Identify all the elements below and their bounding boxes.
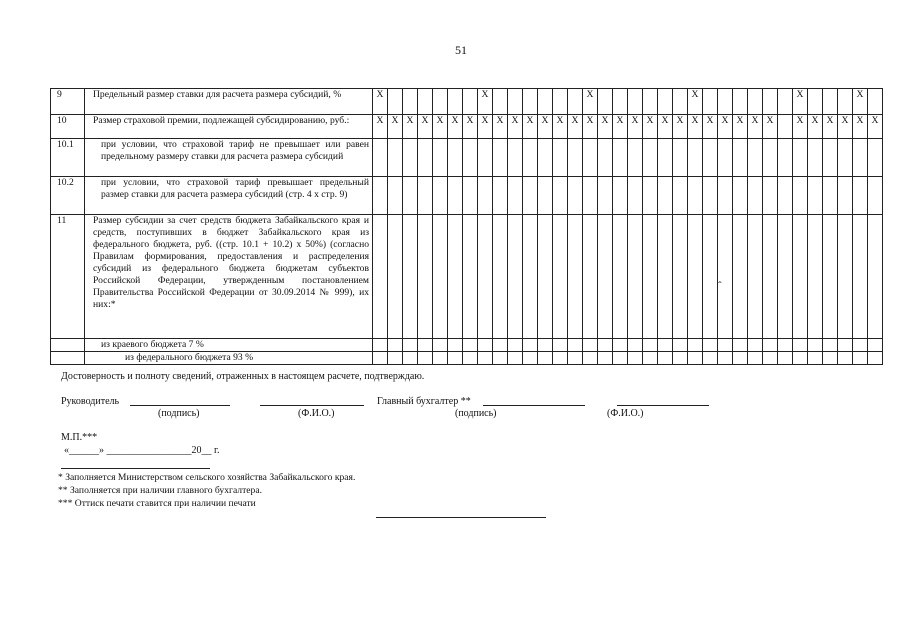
head-fio-line: [260, 405, 364, 406]
value-cell: [853, 339, 868, 352]
value-cell: [718, 89, 733, 115]
value-cell: [868, 139, 883, 177]
value-cell: [508, 339, 523, 352]
value-cell: [703, 139, 718, 177]
value-cell: [388, 215, 403, 339]
row-number: 10.1: [51, 139, 85, 177]
value-cell: [628, 177, 643, 215]
value-cell: [418, 139, 433, 177]
value-cell: [703, 352, 718, 365]
value-cell: [628, 139, 643, 177]
row-description: при условии, что страховой тариф не превышает или равен предельному размеру ставки для расчета размера субсидий: [85, 139, 373, 177]
value-cell: [853, 215, 868, 339]
head-fio-caption: (Ф.И.О.): [298, 408, 335, 419]
value-cell: [583, 339, 598, 352]
value-cell: [733, 139, 748, 177]
value-cell: [523, 89, 538, 115]
value-cell: [478, 352, 493, 365]
value-cell: Х: [448, 115, 463, 139]
value-cell: [643, 177, 658, 215]
value-cell: [523, 139, 538, 177]
table-row: [51, 115, 883, 139]
value-cell: [733, 339, 748, 352]
bottom-line: [376, 517, 546, 518]
value-cell: [688, 139, 703, 177]
value-cell: Х: [868, 115, 883, 139]
value-cell: Х: [568, 115, 583, 139]
value-cell: [373, 177, 388, 215]
value-cell: Х: [463, 115, 478, 139]
value-cell: [433, 89, 448, 115]
value-cell: [433, 139, 448, 177]
value-cell: [793, 339, 808, 352]
table-row: [51, 89, 883, 115]
date-line: «______» _________________20__ г.: [64, 445, 220, 456]
value-cell: [703, 177, 718, 215]
value-cell: [673, 339, 688, 352]
value-cell: [838, 352, 853, 365]
value-cell: Х: [388, 115, 403, 139]
value-cell: Х: [853, 115, 868, 139]
value-cell: [823, 352, 838, 365]
value-cell: [493, 352, 508, 365]
footnote-3: *** Оттиск печати ставится при наличии печати: [58, 498, 256, 509]
value-cell: [778, 177, 793, 215]
value-cell: [598, 352, 613, 365]
value-cell: [823, 89, 838, 115]
value-cell: [718, 177, 733, 215]
value-cell: [718, 352, 733, 365]
value-cell: [628, 89, 643, 115]
value-cell: Х: [583, 115, 598, 139]
row-description: из федерального бюджета 93 %: [85, 352, 373, 365]
value-cell: [688, 215, 703, 339]
value-cell: [748, 215, 763, 339]
value-cell: [448, 89, 463, 115]
value-cell: [778, 89, 793, 115]
value-cell: Х: [478, 89, 493, 115]
accountant-sign-caption: (подпись): [455, 408, 497, 419]
head-label: Руководитель: [61, 396, 120, 407]
value-cell: [868, 352, 883, 365]
value-cell: [688, 177, 703, 215]
value-cell: [373, 339, 388, 352]
footnote-2: ** Заполняется при наличии главного бухгалтера.: [58, 485, 262, 496]
value-cell: [388, 339, 403, 352]
value-cell: [403, 352, 418, 365]
value-cell: [808, 352, 823, 365]
value-cell: [508, 352, 523, 365]
value-cell: [643, 215, 658, 339]
value-cell: Х: [583, 89, 598, 115]
value-cell: [433, 352, 448, 365]
value-cell: [463, 352, 478, 365]
value-cell: [688, 352, 703, 365]
value-cell: [448, 339, 463, 352]
value-cell: [838, 89, 853, 115]
value-cell: [403, 339, 418, 352]
value-cell: Х: [793, 115, 808, 139]
value-cell: [493, 339, 508, 352]
value-cell: [553, 215, 568, 339]
value-cell: [673, 352, 688, 365]
value-cell: [388, 89, 403, 115]
value-cell: Х: [478, 115, 493, 139]
value-cell: [718, 339, 733, 352]
value-cell: [598, 177, 613, 215]
value-cell: [808, 215, 823, 339]
value-cell: [403, 89, 418, 115]
value-cell: [808, 177, 823, 215]
row-description: Размер субсидии за счет средств бюджета Забайкальского края и средств, поступивших в бюджет Забайкальского края из федерального бюджета, руб. ((стр. 10.1 + 10.2) х 50%) (согласно Правилам формирования, предоставления и распределения субсидий из федерального бюджета бюджетам субъектов Российской Федерации, утвержденным постановлением Правительства Российской Федерации от 30.09.2014 № 999), их них:*: [85, 215, 373, 339]
value-cell: [418, 352, 433, 365]
value-cell: Х: [763, 115, 778, 139]
value-cell: [748, 339, 763, 352]
value-cell: Х: [733, 115, 748, 139]
value-cell: [538, 352, 553, 365]
value-cell: [613, 89, 628, 115]
value-cell: [583, 177, 598, 215]
value-cell: [733, 89, 748, 115]
value-cell: [568, 339, 583, 352]
row-number: [51, 352, 85, 365]
value-cell: [418, 339, 433, 352]
value-cell: [853, 139, 868, 177]
value-cell: [583, 139, 598, 177]
value-cell: [583, 352, 598, 365]
value-cell: Х: [628, 115, 643, 139]
confirmation-text: Достоверность и полноту сведений, отраженных в настоящем расчете, подтверждаю.: [61, 371, 425, 382]
value-cell: Х: [808, 115, 823, 139]
value-cell: [583, 215, 598, 339]
value-cell: [628, 352, 643, 365]
page-number: 51: [455, 43, 467, 57]
value-cell: Х: [688, 89, 703, 115]
accountant-label: Главный бухгалтер **: [377, 396, 471, 407]
value-cell: [673, 215, 688, 339]
value-cell: [508, 177, 523, 215]
table-row: [51, 139, 883, 177]
value-cell: [478, 339, 493, 352]
value-cell: [793, 139, 808, 177]
value-cell: [748, 139, 763, 177]
value-cell: [838, 339, 853, 352]
value-cell: [778, 139, 793, 177]
value-cell: [448, 177, 463, 215]
row-description: при условии, что страховой тариф превышает предельный размер ставки для расчета размера субсидий (стр. 4 х стр. 9): [85, 177, 373, 215]
value-cell: Х: [853, 89, 868, 115]
value-cell: [388, 177, 403, 215]
value-cell: [568, 177, 583, 215]
value-cell: [643, 139, 658, 177]
value-cell: [793, 352, 808, 365]
value-cell: Х: [373, 89, 388, 115]
value-cell: [748, 177, 763, 215]
value-cell: Х: [418, 115, 433, 139]
value-cell: [658, 89, 673, 115]
value-cell: [613, 177, 628, 215]
accountant-fio-caption: (Ф.И.О.): [607, 408, 644, 419]
value-cell: [553, 177, 568, 215]
value-cell: [373, 139, 388, 177]
calculation-table: [50, 88, 883, 365]
value-cell: [838, 177, 853, 215]
value-cell: [823, 177, 838, 215]
table-row: [51, 352, 883, 365]
value-cell: [778, 352, 793, 365]
footnote-separator: [61, 468, 210, 469]
value-cell: [808, 339, 823, 352]
value-cell: Х: [508, 115, 523, 139]
value-cell: [523, 215, 538, 339]
value-cell: [403, 215, 418, 339]
value-cell: [493, 89, 508, 115]
value-cell: [418, 89, 433, 115]
value-cell: [568, 139, 583, 177]
value-cell: [448, 215, 463, 339]
row-number: 10: [51, 115, 85, 139]
value-cell: Х: [523, 115, 538, 139]
value-cell: [478, 177, 493, 215]
value-cell: [658, 352, 673, 365]
value-cell: [733, 352, 748, 365]
value-cell: Х: [433, 115, 448, 139]
value-cell: [433, 339, 448, 352]
value-cell: [868, 339, 883, 352]
value-cell: Х: [553, 115, 568, 139]
value-cell: [838, 139, 853, 177]
value-cell: [763, 215, 778, 339]
value-cell: [613, 215, 628, 339]
value-cell: [643, 352, 658, 365]
value-cell: [703, 339, 718, 352]
value-cell: [463, 339, 478, 352]
value-cell: [598, 339, 613, 352]
value-cell: Х: [688, 115, 703, 139]
value-cell: [733, 215, 748, 339]
value-cell: [538, 177, 553, 215]
table-row: [51, 215, 883, 339]
value-cell: [868, 215, 883, 339]
value-cell: Х: [793, 89, 808, 115]
value-cell: [478, 215, 493, 339]
value-cell: Х: [658, 115, 673, 139]
row-number: [51, 339, 85, 352]
value-cell: [778, 215, 793, 339]
value-cell: Х: [403, 115, 418, 139]
value-cell: [373, 215, 388, 339]
value-cell: [523, 177, 538, 215]
value-cell: [598, 215, 613, 339]
value-cell: Х: [493, 115, 508, 139]
accountant-fio-line: [617, 405, 709, 406]
value-cell: [403, 177, 418, 215]
value-cell: [853, 352, 868, 365]
stamp-label: М.П.***: [61, 432, 98, 443]
value-cell: Х: [598, 115, 613, 139]
head-sign-caption: (подпись): [158, 408, 200, 419]
value-cell: [493, 139, 508, 177]
value-cell: [703, 89, 718, 115]
row-description: из краевого бюджета 7 %: [85, 339, 373, 352]
value-cell: [403, 139, 418, 177]
value-cell: [373, 352, 388, 365]
value-cell: [418, 215, 433, 339]
value-cell: [598, 139, 613, 177]
value-cell: [523, 352, 538, 365]
value-cell: Х: [748, 115, 763, 139]
value-cell: [508, 215, 523, 339]
value-cell: [478, 139, 493, 177]
value-cell: [808, 89, 823, 115]
value-cell: [733, 177, 748, 215]
row-number: 10.2: [51, 177, 85, 215]
value-cell: [778, 339, 793, 352]
value-cell: [808, 139, 823, 177]
value-cell: Х: [643, 115, 658, 139]
value-cell: [433, 215, 448, 339]
value-cell: [553, 139, 568, 177]
row-number: 11: [51, 215, 85, 339]
row-description: Размер страховой премии, подлежащей субсидированию, руб.:: [85, 115, 373, 139]
value-cell: [688, 339, 703, 352]
value-cell: [778, 115, 793, 139]
value-cell: [628, 215, 643, 339]
value-cell: [448, 352, 463, 365]
row-number: 9: [51, 89, 85, 115]
value-cell: [433, 177, 448, 215]
value-cell: [388, 352, 403, 365]
value-cell: [493, 177, 508, 215]
value-cell: [718, 215, 733, 339]
value-cell: [673, 177, 688, 215]
value-cell: Х: [838, 115, 853, 139]
value-cell: [538, 89, 553, 115]
value-cell: [658, 339, 673, 352]
value-cell: Х: [538, 115, 553, 139]
value-cell: [658, 139, 673, 177]
value-cell: [658, 177, 673, 215]
value-cell: [763, 139, 778, 177]
value-cell: [838, 215, 853, 339]
value-cell: [613, 139, 628, 177]
value-cell: [463, 177, 478, 215]
value-cell: [793, 177, 808, 215]
value-cell: [793, 215, 808, 339]
value-cell: [523, 339, 538, 352]
value-cell: [658, 215, 673, 339]
table-row: [51, 339, 883, 352]
value-cell: Х: [673, 115, 688, 139]
value-cell: [388, 139, 403, 177]
value-cell: [823, 139, 838, 177]
value-cell: [568, 352, 583, 365]
value-cell: [568, 89, 583, 115]
value-cell: [823, 215, 838, 339]
value-cell: [868, 177, 883, 215]
value-cell: Х: [703, 115, 718, 139]
value-cell: Х: [718, 115, 733, 139]
value-cell: [673, 139, 688, 177]
value-cell: [553, 339, 568, 352]
value-cell: [463, 139, 478, 177]
value-cell: Х: [613, 115, 628, 139]
value-cell: [463, 215, 478, 339]
value-cell: [763, 177, 778, 215]
value-cell: [448, 139, 463, 177]
value-cell: [613, 352, 628, 365]
value-cell: [763, 89, 778, 115]
value-cell: [853, 177, 868, 215]
value-cell: [748, 89, 763, 115]
value-cell: [613, 339, 628, 352]
table-row: [51, 177, 883, 215]
value-cell: [568, 215, 583, 339]
value-cell: [763, 352, 778, 365]
value-cell: [463, 89, 478, 115]
value-cell: [538, 139, 553, 177]
value-cell: [643, 339, 658, 352]
value-cell: [553, 352, 568, 365]
value-cell: [748, 352, 763, 365]
value-cell: [553, 89, 568, 115]
value-cell: [508, 139, 523, 177]
value-cell: [673, 89, 688, 115]
value-cell: [598, 89, 613, 115]
value-cell: [628, 339, 643, 352]
value-cell: Х: [823, 115, 838, 139]
row-description: Предельный размер ставки для расчета размера субсидий, %: [85, 89, 373, 115]
value-cell: [703, 215, 718, 339]
value-cell: [538, 215, 553, 339]
value-cell: [763, 339, 778, 352]
value-cell: [718, 139, 733, 177]
head-sign-line: [130, 405, 230, 406]
value-cell: [643, 89, 658, 115]
value-cell: [508, 89, 523, 115]
value-cell: [493, 215, 508, 339]
value-cell: [538, 339, 553, 352]
footnote-1: * Заполняется Министерством сельского хозяйства Забайкальского края.: [58, 472, 356, 483]
value-cell: [868, 89, 883, 115]
stray-mark: ˆ: [718, 280, 722, 292]
accountant-sign-line: [483, 405, 585, 406]
value-cell: [823, 339, 838, 352]
value-cell: [418, 177, 433, 215]
value-cell: Х: [373, 115, 388, 139]
